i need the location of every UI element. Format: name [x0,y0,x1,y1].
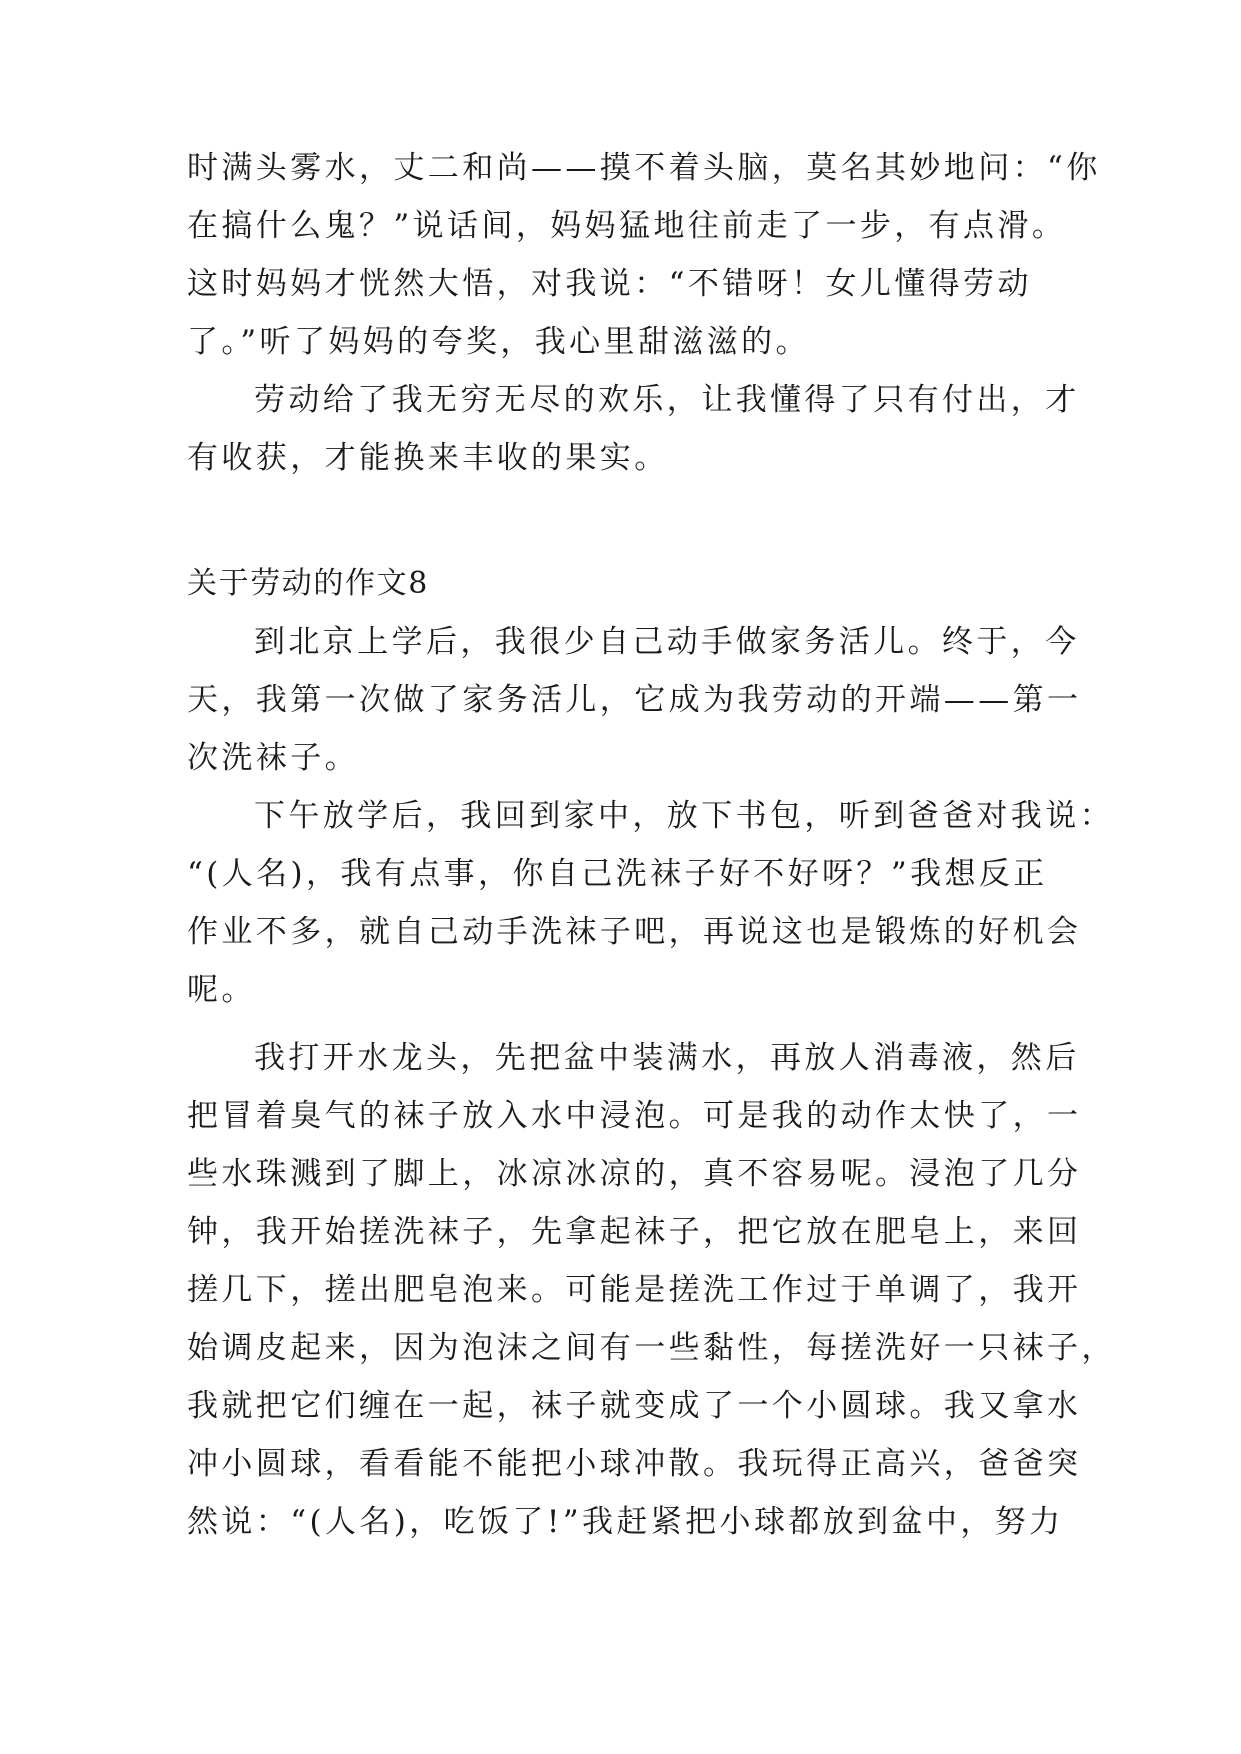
text-line: 始调皮起来，因为泡沫之间有一些黏性，每搓洗好一只袜子， [187,1330,1116,1366]
text-line: 到北京上学后，我很少自己动手做家务活儿。终于，今 [254,624,1080,660]
text-line: 下午放学后，我回到家中，放下书包，听到爸爸对我说： [254,798,1114,834]
text-line: 作业不多，就自己动手洗袜子吧，再说这也是锻炼的好机会 [187,914,1082,950]
text-line: 搓几下，搓出肥皂泡来。可能是搓洗工作过于单调了，我开 [187,1272,1082,1308]
text-line: 冲小圆球，看看能不能把小球冲散。我玩得正高兴，爸爸突 [187,1446,1082,1482]
text-line: 有收获，才能换来丰收的果实。 [187,440,669,476]
text-line: 些水珠溅到了脚上，冰凉冰凉的，真不容易呢。浸泡了几分 [187,1156,1082,1192]
text-line: 这时妈妈才恍然大悟，对我说：“不错呀！女儿懂得劳动 [187,266,1032,302]
text-line: 我打开水龙头，先把盆中装满水，再放人消毒液，然后 [254,1040,1080,1076]
text-line: 我就把它们缠在一起，袜子就变成了一个小圆球。我又拿水 [187,1388,1082,1424]
text-line: 次洗袜子。 [187,740,359,776]
text-line: 在搞什么鬼？”说话间，妈妈猛地往前走了一步，有点滑。 [187,208,1067,244]
section-title: 关于劳动的作文8 [187,566,429,601]
text-line: 钟，我开始搓洗袜子，先拿起袜子，把它放在肥皂上，来回 [187,1214,1082,1250]
text-line: 呢。 [187,972,256,1008]
text-line: 劳动给了我无穷无尽的欢乐，让我懂得了只有付出，才 [254,382,1080,418]
text-line: 时满头雾水，丈二和尚——摸不着头脑，莫名其妙地问：“你 [187,150,1101,186]
text-line: 了。”听了妈妈的夸奖，我心里甜滋滋的。 [187,324,810,360]
text-line: 天，我第一次做了家务活儿，它成为我劳动的开端——第一 [187,682,1082,718]
text-line: “(人名)，我有点事，你自己洗袜子好不好呀？”我想反正 [187,856,1048,892]
text-line: 把冒着臭气的袜子放入水中浸泡。可是我的动作太快了，一 [187,1098,1082,1134]
text-line: 然说：“(人名)，吃饭了!”我赶紧把小球都放到盆中，努力 [187,1504,1064,1540]
